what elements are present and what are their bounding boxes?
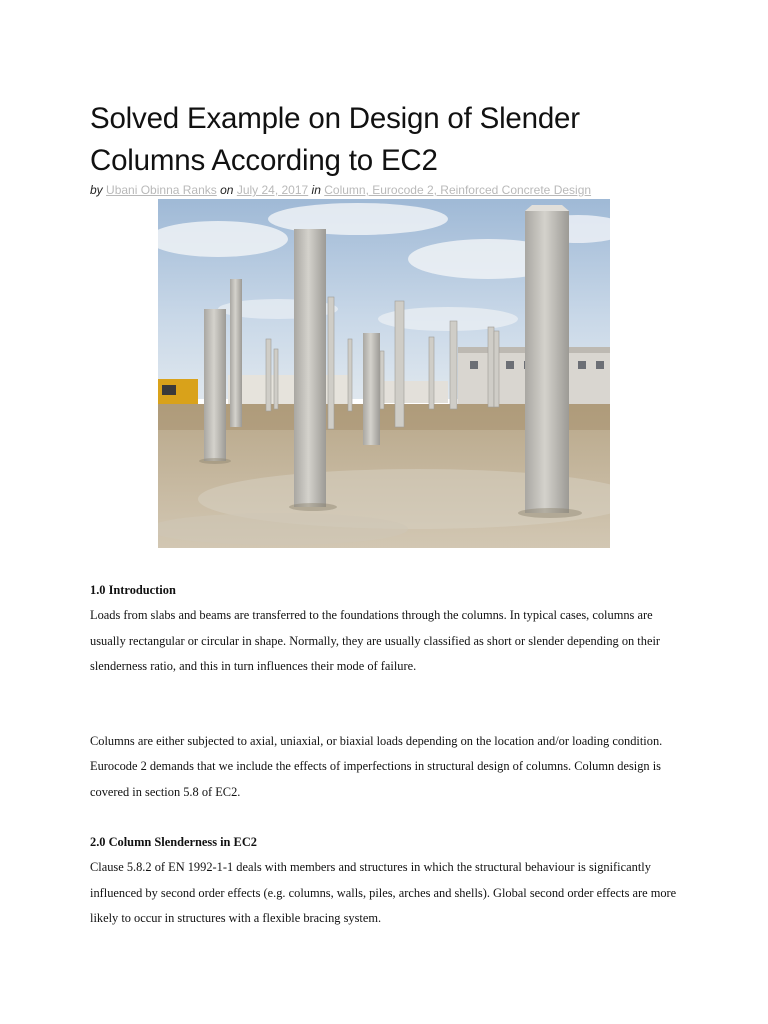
axial-loads-section — [90, 729, 680, 805]
concrete-columns-photo — [158, 199, 610, 548]
paragraph: Loads from slabs and beams are transferred to the foundations through the columns. In typical cases, columns are usually rectangular or circular in shape. Normally, they are usually classified as short or slender depending on their slenderness ratio, and this in turn influences their mode of failure. — [90, 608, 661, 673]
slenderness-section — [90, 830, 680, 931]
byline-by-label: by — [90, 183, 103, 197]
categories-link[interactable]: Column, Eurocode 2, Reinforced Concrete Design — [324, 183, 592, 197]
author-link[interactable]: Ubani Obinna Ranks — [106, 183, 217, 197]
byline-in-label: in — [311, 183, 321, 197]
paragraph: Clause 5.8.2 of EN 1992-1-1 deals with members and structures in which the structural behaviour is significantly influenced by second order effects (e.g. columns, walls, piles, arches and shells). Global second order effects are more likely to occur in structures with a flexible bracing system. — [90, 860, 677, 925]
date-link[interactable]: July 24, 2017 — [236, 183, 309, 197]
article-title: Solved Example on Design of Slender Columns According to EC2 — [90, 102, 580, 177]
paragraph: Columns are either subjected to axial, uniaxial, or biaxial loads depending on the location and/or loading condition. Eurocode 2 demands that we include the effects of imperfections in structural design of columns. Column design is covered in section 5.8 of EC2. — [90, 734, 663, 799]
intro-section — [90, 578, 680, 679]
section-heading: 1.0 Introduction — [90, 583, 176, 597]
article-byline — [90, 182, 690, 198]
byline-on-label: on — [220, 183, 234, 197]
section-heading: 2.0 Column Slenderness in EC2 — [90, 835, 257, 849]
